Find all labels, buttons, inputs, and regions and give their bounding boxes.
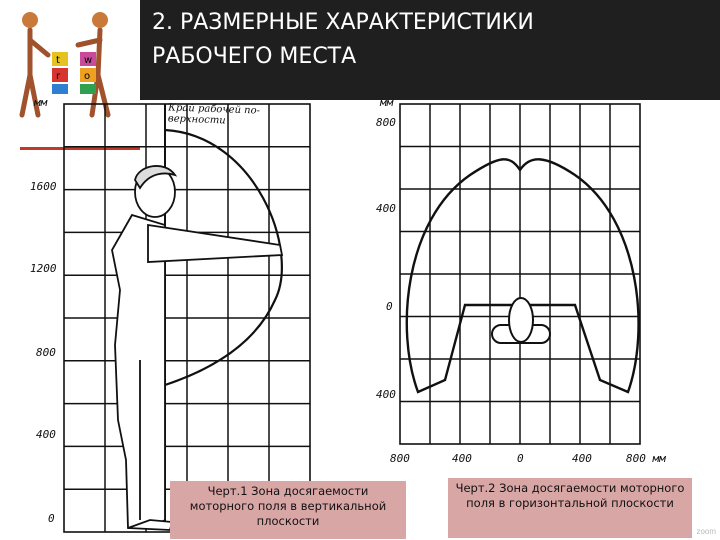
figure2-x-tick: 0 (517, 452, 524, 465)
logo-letter: o (84, 71, 91, 82)
figure1-y-tick: 1200 (30, 262, 57, 275)
figure1-y-tick: 1600 (30, 180, 57, 193)
figure2-y-tick: 800 (376, 116, 396, 129)
figure2-y-tick: 0 (386, 300, 393, 313)
logo-letter: t (56, 55, 60, 66)
figure1-y-tick: 800 (36, 346, 56, 359)
reach-zone-horizontal (407, 159, 639, 392)
watermark: zoom (696, 527, 716, 536)
logo-letter: r (56, 71, 61, 82)
worker-head (509, 298, 533, 342)
human-figure-icon (112, 166, 282, 530)
figure2-x-tick: 800 мм (626, 452, 666, 465)
figure1-y-tick: 0 (48, 512, 55, 525)
figure1-y-tick: 400 (36, 428, 56, 441)
work-surface-annotation: Край рабочей по- верхности (167, 102, 261, 127)
figure2-y-tick: 400 (376, 202, 396, 215)
logo-letter: w (84, 55, 93, 66)
figure2-y-tick: 400 (376, 388, 396, 401)
figure2-x-tick: 800 (390, 452, 410, 465)
slide-title: 2. РАЗМЕРНЫЕ ХАРАКТЕРИСТИКИ РАБОЧЕГО МЕСТА (152, 10, 534, 69)
figure1-unit: мм (34, 96, 48, 109)
figure2-caption: Черт.2 Зона досягаемости моторного поля в горизонтальной плоскости (448, 478, 692, 538)
figure2-x-tick: 400 (452, 452, 472, 465)
figure1-caption: Черт.1 Зона досягаемости моторного поля в вертикальной плоскости (170, 481, 406, 539)
figure2-unit: мм (380, 96, 394, 109)
figure2-x-tick: 400 (572, 452, 592, 465)
